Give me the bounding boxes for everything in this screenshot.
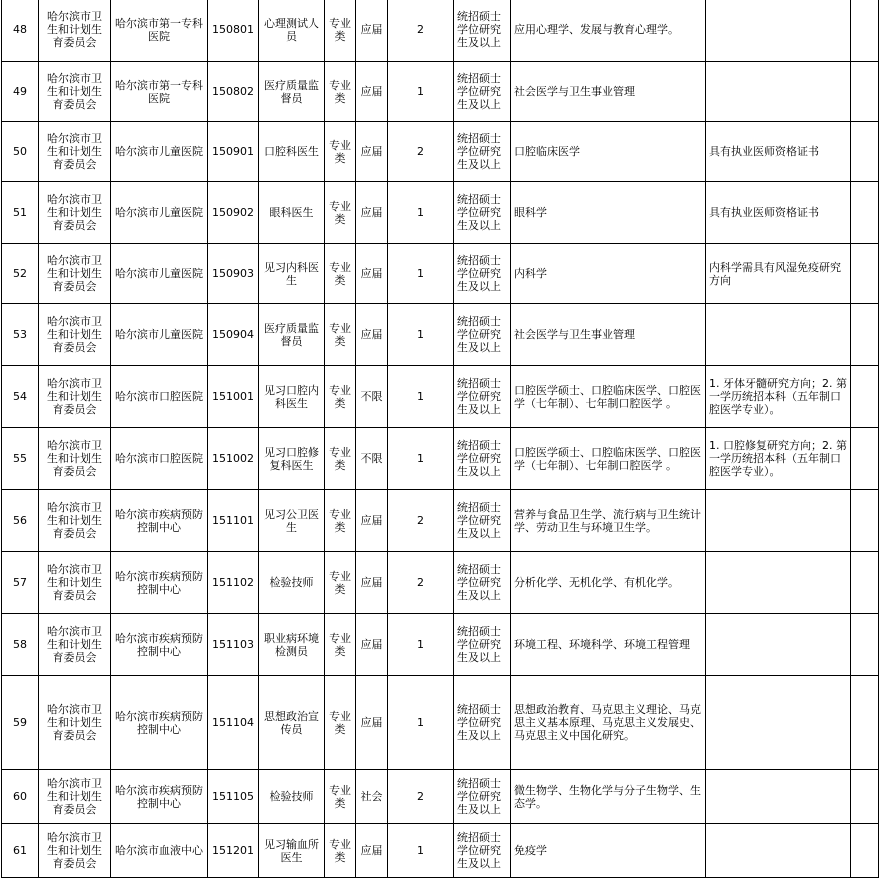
position-name-cell: 心理测试人员 (259, 0, 325, 62)
position-name-cell: 医疗质量监督员 (259, 304, 325, 366)
employer-unit-cell: 哈尔滨市疾病预防控制中心 (111, 770, 208, 824)
remarks-cell (851, 244, 879, 304)
remarks-cell (851, 182, 879, 244)
other-requirement-cell: 1. 口腔修复研究方向；2. 第一学历统招本科（五年制口腔医学专业）。 (706, 428, 851, 490)
position-category-cell: 专业类 (325, 552, 356, 614)
row-number-cell: 52 (2, 244, 39, 304)
other-requirement-cell (706, 304, 851, 366)
other-requirement-cell (706, 676, 851, 770)
applicant-origin-cell: 应届 (356, 304, 388, 366)
table-row (2, 490, 879, 552)
position-name-cell: 眼科医生 (259, 182, 325, 244)
hiring-count-cell: 2 (388, 122, 454, 182)
applicant-origin-cell: 应届 (356, 122, 388, 182)
hiring-count-cell: 2 (388, 490, 454, 552)
education-requirement-cell: 统招硕士学位研究生及以上 (454, 490, 511, 552)
row-number-cell: 57 (2, 552, 39, 614)
position-code-cell: 151105 (208, 770, 259, 824)
hiring-count-cell: 2 (388, 552, 454, 614)
position-name-cell: 思想政治宣传员 (259, 676, 325, 770)
department-cell: 哈尔滨市卫生和计划生育委员会 (39, 62, 111, 122)
position-name-cell: 见习输血所医生 (259, 824, 325, 878)
employer-unit-cell: 哈尔滨市儿童医院 (111, 244, 208, 304)
major-requirement-cell: 眼科学 (511, 182, 706, 244)
department-cell: 哈尔滨市卫生和计划生育委员会 (39, 244, 111, 304)
other-requirement-cell: 具有执业医师资格证书 (706, 182, 851, 244)
position-code-cell: 150902 (208, 182, 259, 244)
employer-unit-cell: 哈尔滨市口腔医院 (111, 428, 208, 490)
table-row (2, 62, 879, 122)
row-number-cell: 53 (2, 304, 39, 366)
applicant-origin-cell: 社会 (356, 770, 388, 824)
position-category-cell: 专业类 (325, 428, 356, 490)
education-requirement-cell: 统招硕士学位研究生及以上 (454, 244, 511, 304)
table-row (2, 770, 879, 824)
applicant-origin-cell: 不限 (356, 428, 388, 490)
position-code-cell: 151201 (208, 824, 259, 878)
position-code-cell: 151104 (208, 676, 259, 770)
education-requirement-cell: 统招硕士学位研究生及以上 (454, 304, 511, 366)
department-cell: 哈尔滨市卫生和计划生育委员会 (39, 122, 111, 182)
remarks-cell (851, 490, 879, 552)
education-requirement-cell: 统招硕士学位研究生及以上 (454, 824, 511, 878)
position-category-cell: 专业类 (325, 122, 356, 182)
table-row (2, 552, 879, 614)
row-number-cell: 48 (2, 0, 39, 62)
major-requirement-cell: 微生物学、生物化学与分子生物学、生态学。 (511, 770, 706, 824)
position-code-cell: 150903 (208, 244, 259, 304)
row-number-cell: 61 (2, 824, 39, 878)
table-row (2, 122, 879, 182)
education-requirement-cell: 统招硕士学位研究生及以上 (454, 676, 511, 770)
remarks-cell (851, 428, 879, 490)
other-requirement-cell (706, 824, 851, 878)
employer-unit-cell: 哈尔滨市疾病预防控制中心 (111, 614, 208, 676)
employer-unit-cell: 哈尔滨市疾病预防控制中心 (111, 552, 208, 614)
applicant-origin-cell: 不限 (356, 366, 388, 428)
row-number-cell: 58 (2, 614, 39, 676)
employer-unit-cell: 哈尔滨市疾病预防控制中心 (111, 676, 208, 770)
education-requirement-cell: 统招硕士学位研究生及以上 (454, 366, 511, 428)
table-body (2, 0, 879, 878)
hiring-count-cell: 1 (388, 366, 454, 428)
hiring-count-cell: 1 (388, 244, 454, 304)
department-cell: 哈尔滨市卫生和计划生育委员会 (39, 614, 111, 676)
education-requirement-cell: 统招硕士学位研究生及以上 (454, 428, 511, 490)
remarks-cell (851, 304, 879, 366)
applicant-origin-cell: 应届 (356, 824, 388, 878)
education-requirement-cell: 统招硕士学位研究生及以上 (454, 122, 511, 182)
major-requirement-cell: 社会医学与卫生事业管理 (511, 304, 706, 366)
hiring-count-cell: 2 (388, 0, 454, 62)
row-number-cell: 50 (2, 122, 39, 182)
department-cell: 哈尔滨市卫生和计划生育委员会 (39, 770, 111, 824)
employer-unit-cell: 哈尔滨市第一专科医院 (111, 0, 208, 62)
applicant-origin-cell: 应届 (356, 244, 388, 304)
employer-unit-cell: 哈尔滨市儿童医院 (111, 304, 208, 366)
major-requirement-cell: 免疫学 (511, 824, 706, 878)
employer-unit-cell: 哈尔滨市血液中心 (111, 824, 208, 878)
position-category-cell: 专业类 (325, 614, 356, 676)
employer-unit-cell: 哈尔滨市儿童医院 (111, 182, 208, 244)
remarks-cell (851, 0, 879, 62)
education-requirement-cell: 统招硕士学位研究生及以上 (454, 182, 511, 244)
major-requirement-cell: 环境工程、环境科学、环境工程管理 (511, 614, 706, 676)
position-category-cell: 专业类 (325, 304, 356, 366)
department-cell: 哈尔滨市卫生和计划生育委员会 (39, 552, 111, 614)
major-requirement-cell: 社会医学与卫生事业管理 (511, 62, 706, 122)
applicant-origin-cell: 应届 (356, 490, 388, 552)
position-name-cell: 检验技师 (259, 770, 325, 824)
employer-unit-cell: 哈尔滨市口腔医院 (111, 366, 208, 428)
table-row (2, 366, 879, 428)
employer-unit-cell: 哈尔滨市疾病预防控制中心 (111, 490, 208, 552)
applicant-origin-cell: 应届 (356, 182, 388, 244)
position-category-cell: 专业类 (325, 244, 356, 304)
hiring-count-cell: 1 (388, 182, 454, 244)
position-code-cell: 150801 (208, 0, 259, 62)
hiring-count-cell: 1 (388, 62, 454, 122)
hiring-count-cell: 1 (388, 824, 454, 878)
table-row (2, 824, 879, 878)
department-cell: 哈尔滨市卫生和计划生育委员会 (39, 366, 111, 428)
other-requirement-cell (706, 614, 851, 676)
table-row (2, 182, 879, 244)
major-requirement-cell: 思想政治教育、马克思主义理论、马克思主义基本原理、马克思主义发展史、马克思主义中国化研究。 (511, 676, 706, 770)
remarks-cell (851, 552, 879, 614)
department-cell: 哈尔滨市卫生和计划生育委员会 (39, 304, 111, 366)
table-row (2, 428, 879, 490)
position-category-cell: 专业类 (325, 770, 356, 824)
hiring-count-cell: 1 (388, 304, 454, 366)
major-requirement-cell: 口腔医学硕士、口腔临床医学、口腔医学（七年制）、七年制口腔医学 。 (511, 428, 706, 490)
remarks-cell (851, 366, 879, 428)
applicant-origin-cell: 应届 (356, 0, 388, 62)
major-requirement-cell: 口腔临床医学 (511, 122, 706, 182)
hiring-count-cell: 1 (388, 676, 454, 770)
department-cell: 哈尔滨市卫生和计划生育委员会 (39, 182, 111, 244)
other-requirement-cell: 内科学需具有风湿免疫研究方向 (706, 244, 851, 304)
table-row (2, 244, 879, 304)
education-requirement-cell: 统招硕士学位研究生及以上 (454, 62, 511, 122)
department-cell: 哈尔滨市卫生和计划生育委员会 (39, 824, 111, 878)
department-cell: 哈尔滨市卫生和计划生育委员会 (39, 676, 111, 770)
department-cell: 哈尔滨市卫生和计划生育委员会 (39, 0, 111, 62)
other-requirement-cell (706, 770, 851, 824)
applicant-origin-cell: 应届 (356, 62, 388, 122)
employer-unit-cell: 哈尔滨市第一专科医院 (111, 62, 208, 122)
job-listing-table (1, 0, 879, 878)
other-requirement-cell (706, 62, 851, 122)
row-number-cell: 55 (2, 428, 39, 490)
applicant-origin-cell: 应届 (356, 676, 388, 770)
position-code-cell: 151101 (208, 490, 259, 552)
position-category-cell: 专业类 (325, 0, 356, 62)
remarks-cell (851, 614, 879, 676)
table-row (2, 304, 879, 366)
major-requirement-cell: 应用心理学、发展与教育心理学。 (511, 0, 706, 62)
remarks-cell (851, 676, 879, 770)
position-code-cell: 151102 (208, 552, 259, 614)
department-cell: 哈尔滨市卫生和计划生育委员会 (39, 490, 111, 552)
major-requirement-cell: 口腔医学硕士、口腔临床医学、口腔医学（七年制）、七年制口腔医学 。 (511, 366, 706, 428)
position-code-cell: 151001 (208, 366, 259, 428)
other-requirement-cell (706, 552, 851, 614)
position-category-cell: 专业类 (325, 62, 356, 122)
remarks-cell (851, 62, 879, 122)
other-requirement-cell: 1. 牙体牙髓研究方向；2. 第一学历统招本科（五年制口腔医学专业）。 (706, 366, 851, 428)
major-requirement-cell: 内科学 (511, 244, 706, 304)
position-category-cell: 专业类 (325, 182, 356, 244)
major-requirement-cell: 营养与食品卫生学、流行病与卫生统计学、劳动卫生与环境卫生学。 (511, 490, 706, 552)
other-requirement-cell (706, 490, 851, 552)
row-number-cell: 59 (2, 676, 39, 770)
row-number-cell: 51 (2, 182, 39, 244)
position-name-cell: 见习口腔修复科医生 (259, 428, 325, 490)
remarks-cell (851, 122, 879, 182)
position-category-cell: 专业类 (325, 824, 356, 878)
position-code-cell: 151002 (208, 428, 259, 490)
position-name-cell: 见习口腔内科医生 (259, 366, 325, 428)
hiring-count-cell: 1 (388, 614, 454, 676)
remarks-cell (851, 770, 879, 824)
position-code-cell: 150904 (208, 304, 259, 366)
position-code-cell: 150802 (208, 62, 259, 122)
position-name-cell: 职业病环境检测员 (259, 614, 325, 676)
applicant-origin-cell: 应届 (356, 552, 388, 614)
applicant-origin-cell: 应届 (356, 614, 388, 676)
position-category-cell: 专业类 (325, 366, 356, 428)
position-name-cell: 检验技师 (259, 552, 325, 614)
row-number-cell: 60 (2, 770, 39, 824)
row-number-cell: 56 (2, 490, 39, 552)
table-row (2, 676, 879, 770)
hiring-count-cell: 2 (388, 770, 454, 824)
education-requirement-cell: 统招硕士学位研究生及以上 (454, 552, 511, 614)
other-requirement-cell: 具有执业医师资格证书 (706, 122, 851, 182)
education-requirement-cell: 统招硕士学位研究生及以上 (454, 614, 511, 676)
major-requirement-cell: 分析化学、无机化学、有机化学。 (511, 552, 706, 614)
remarks-cell (851, 824, 879, 878)
other-requirement-cell (706, 0, 851, 62)
hiring-count-cell: 1 (388, 428, 454, 490)
position-name-cell: 见习内科医生 (259, 244, 325, 304)
position-name-cell: 见习公卫医生 (259, 490, 325, 552)
education-requirement-cell: 统招硕士学位研究生及以上 (454, 0, 511, 62)
education-requirement-cell: 统招硕士学位研究生及以上 (454, 770, 511, 824)
position-category-cell: 专业类 (325, 490, 356, 552)
row-number-cell: 54 (2, 366, 39, 428)
department-cell: 哈尔滨市卫生和计划生育委员会 (39, 428, 111, 490)
position-code-cell: 151103 (208, 614, 259, 676)
table-row (2, 614, 879, 676)
position-name-cell: 医疗质量监督员 (259, 62, 325, 122)
position-name-cell: 口腔科医生 (259, 122, 325, 182)
row-number-cell: 49 (2, 62, 39, 122)
position-code-cell: 150901 (208, 122, 259, 182)
position-category-cell: 专业类 (325, 676, 356, 770)
employer-unit-cell: 哈尔滨市儿童医院 (111, 122, 208, 182)
table-row (2, 0, 879, 62)
